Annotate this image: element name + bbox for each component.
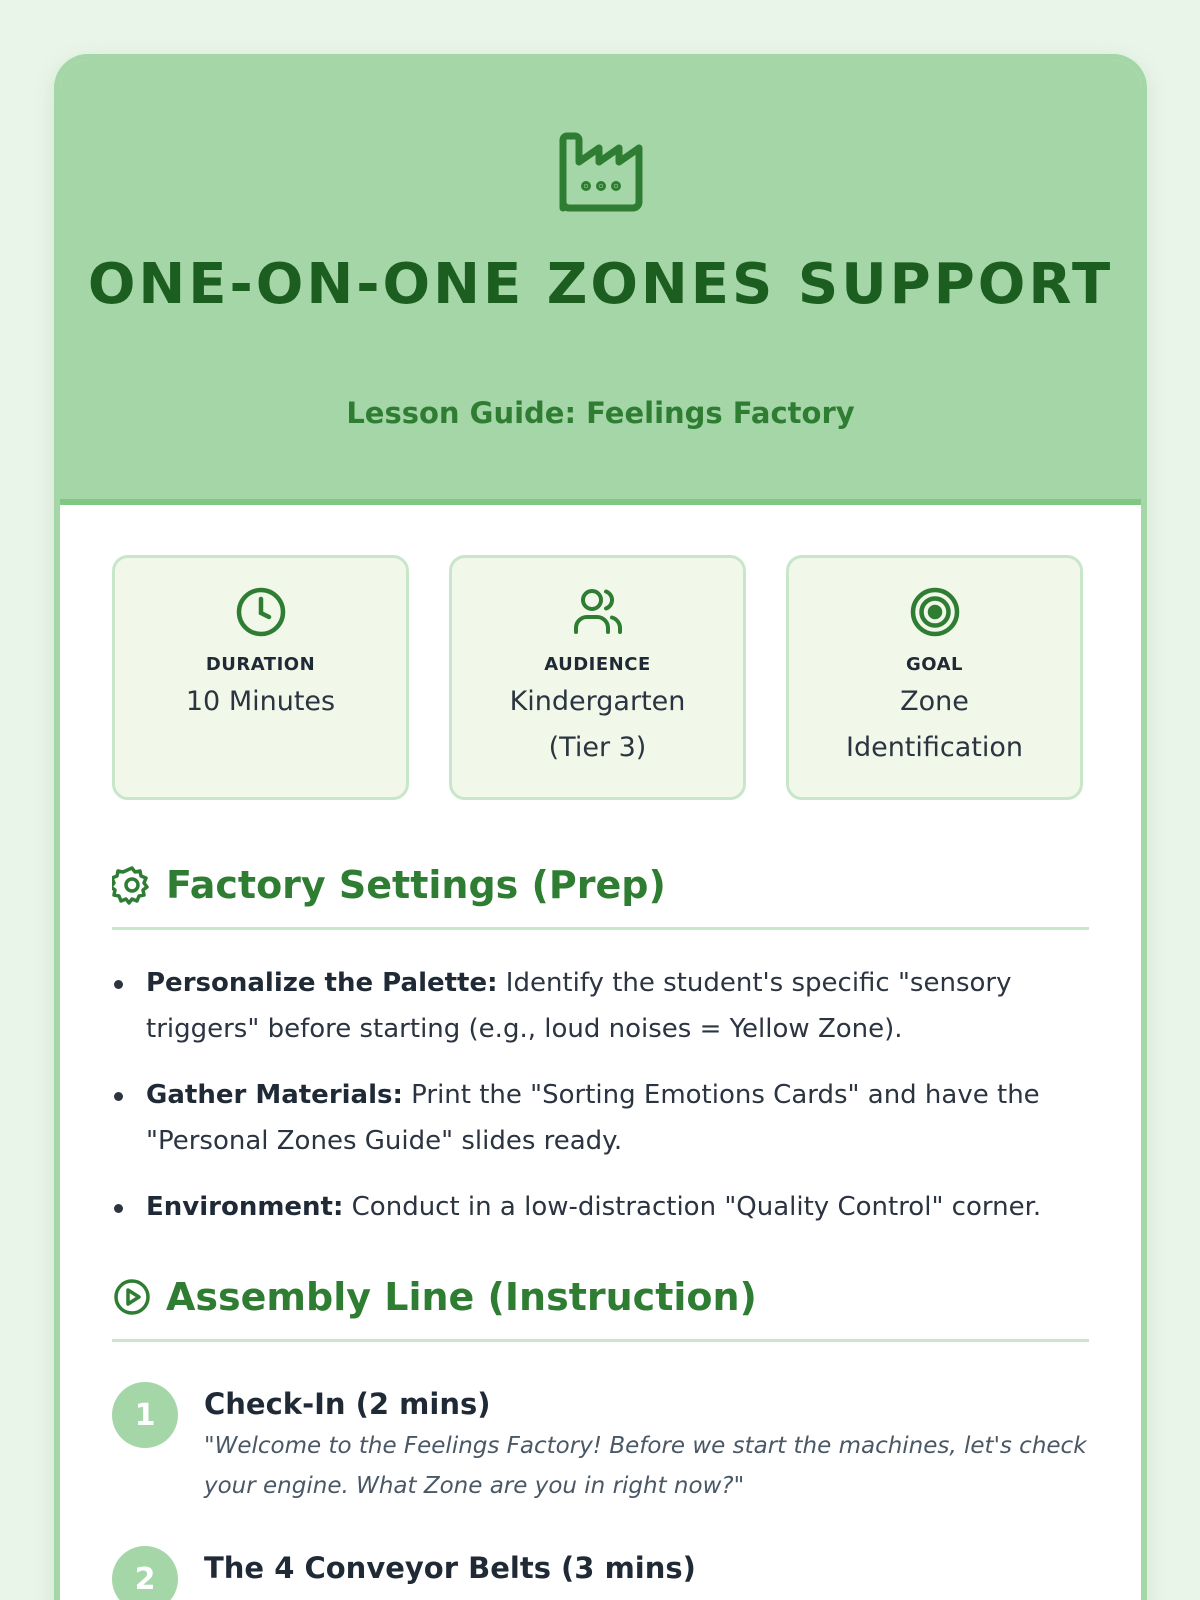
step-number: 1	[112, 1382, 178, 1448]
step-title: The 4 Conveyor Belts (3 mins)	[204, 1551, 696, 1585]
item-text: Identify the student's specific "sensory triggers" before starting (e.g., loud noises = Yellow Zone).	[146, 968, 1012, 1044]
prep-list	[112, 960, 1089, 1230]
stat-label: GOAL	[906, 654, 963, 675]
stat-value: Kindergarten (Tier 3)	[509, 686, 686, 763]
item-label: Gather Materials:	[146, 1080, 403, 1110]
item-label: Personalize the Palette:	[146, 968, 498, 998]
stat-label: AUDIENCE	[544, 654, 651, 675]
header	[60, 60, 1141, 505]
stat-goal	[786, 555, 1083, 800]
list-item	[112, 1072, 1089, 1164]
step-item	[112, 1546, 1089, 1600]
stat-audience	[449, 555, 746, 800]
factory-icon	[553, 122, 649, 218]
page-title: ONE-ON-ONE ZONES SUPPORT	[87, 252, 1114, 317]
step-description: "Welcome to the Feelings Factory! Before we start the machines, let's check your engine. What Zone are you in right now?"	[204, 1433, 1087, 1499]
section-title: Assembly Line (Instruction)	[166, 1274, 757, 1319]
list-item	[112, 1184, 1089, 1230]
prep-section-heading	[112, 842, 1089, 930]
stat-duration	[112, 555, 409, 800]
gear-icon	[112, 865, 152, 905]
item-label: Environment:	[146, 1192, 344, 1222]
steps-list	[112, 1382, 1089, 1600]
users-icon	[570, 584, 626, 640]
stat-label: DURATION	[205, 654, 316, 675]
page-subtitle: Lesson Guide: Feelings Factory	[346, 396, 855, 430]
instruction-section-heading	[112, 1254, 1089, 1342]
stat-value: Zone Identification	[845, 686, 1024, 763]
target-icon	[907, 584, 963, 640]
stats-row	[112, 555, 1089, 800]
step-number: 2	[112, 1546, 178, 1600]
stat-value: 10 Minutes	[185, 686, 336, 717]
step-item	[112, 1382, 1089, 1506]
item-text: Conduct in a low-distraction "Quality Control" corner.	[343, 1192, 1042, 1222]
list-item	[112, 960, 1089, 1052]
clock-icon	[233, 584, 289, 640]
item-text: Print the "Sorting Emotions Cards" and have the "Personal Zones Guide" slides ready.	[146, 1080, 1040, 1156]
play-circle-icon	[112, 1277, 152, 1317]
step-title: Check-In (2 mins)	[204, 1387, 491, 1421]
section-title: Factory Settings (Prep)	[166, 862, 666, 907]
lesson-card	[54, 54, 1147, 1600]
